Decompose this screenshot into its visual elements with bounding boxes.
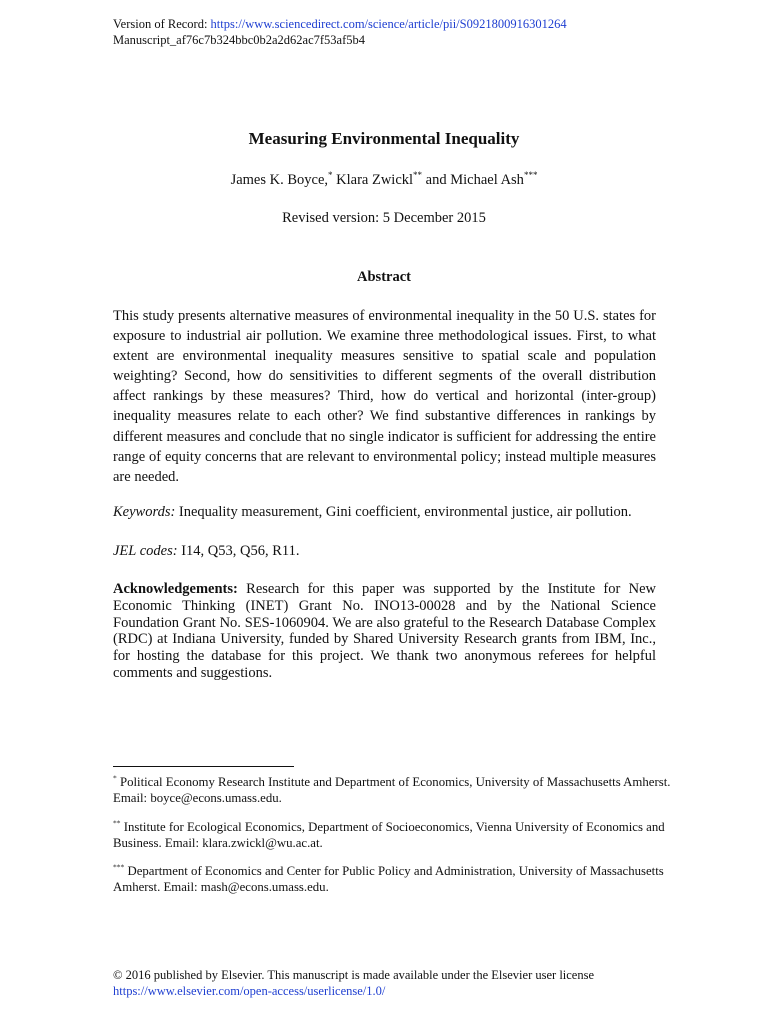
jel-codes-line — [113, 542, 673, 560]
revised-date: Revised version: 5 December 2015 — [282, 210, 486, 226]
footnote-ash — [113, 863, 673, 895]
manuscript-id: Manuscript_af76c7b324bbc0b2a2d62ac7f53af5b4 — [113, 33, 366, 47]
footnote-boyce-text: Political Economy Research Institute and Department of Economics, University of Massachusetts Amherst. Email: boyce@econs.umass.edu. — [113, 775, 671, 805]
footnote-zwickl-text: Institute for Ecological Economics, Department of Socioeconomics, Vienna University of Economics and Business. Email: klara.zwickl@wu.ac.at. — [113, 820, 665, 850]
abstract-heading: Abstract — [357, 269, 411, 285]
license-text: © 2016 published by Elsevier. This manuscript is made available under the Elsevier user license — [113, 968, 595, 982]
author-ash: and Michael Ash — [422, 172, 524, 188]
page-header — [113, 16, 713, 48]
author-boyce: James K. Boyce, — [230, 172, 329, 188]
author-boyce-footnote-mark: * — [328, 170, 333, 181]
footnote-boyce-mark: * — [113, 773, 117, 783]
abstract-text: This study presents alternative measures of environmental inequality in the 50 U.S. states for exposure to industrial air pollution. We examine three methodological issues. First, to what extent are environmental inequality measures sensitive to spatial scale and population weighting? Second, how do sensitivities to different segments of the overall distribution affect rankings by these measures? Third, how do vertical and horizontal (inter-group) inequality measures relate to each other? We find substantive differences in rankings by different measures and conclude that no single indicator is sufficient for addressing the entire range of equity concerns that are relevant to environmental policy; instead multiple measures are needed. — [113, 308, 656, 485]
keywords-line — [113, 503, 673, 521]
license-link[interactable]: https://www.elsevier.com/open-access/userlicense/1.0/ — [113, 984, 386, 998]
acknowledgements-text: Research for this paper was supported by the Institute for New Economic Thinking (INET) Grant No. INO13-00028 and by the National Science Foundation Grant No. SES-1060904. We are also grateful to the Research Database Complex (RDC) at Indiana University, funded by Shared University Research grants from IBM, Inc., for hosting the database for this project. We thank two anonymous referees for helpful comments and suggestions. — [113, 581, 656, 681]
paper-title: Measuring Environmental Inequality — [248, 129, 520, 148]
keywords-label: Keywords: — [113, 504, 176, 520]
version-of-record-line — [113, 16, 713, 32]
author-zwickl: Klara Zwickl — [332, 172, 414, 188]
footnote-divider — [113, 766, 294, 767]
author-list — [0, 171, 768, 189]
author-zwickl-footnote-mark: ** — [413, 170, 423, 181]
footnote-ash-text: Department of Economics and Center for Public Policy and Administration, University of Massachusetts Amherst. Email: mash@econs.umass.edu. — [113, 864, 664, 894]
jel-codes-label: JEL codes: — [113, 543, 178, 559]
version-of-record-link[interactable]: https://www.sciencedirect.com/science/article/pii/S0921800916301264 — [210, 17, 567, 31]
footnote-boyce — [113, 774, 673, 806]
acknowledgements-label: Acknowledgements: — [113, 581, 238, 597]
license-notice — [113, 967, 713, 999]
version-of-record-label: Version of Record: — [113, 17, 211, 31]
keywords-text: Inequality measurement, Gini coefficient, environmental justice, air pollution. — [175, 504, 632, 520]
footnote-ash-mark: *** — [113, 862, 125, 872]
jel-codes-text: I14, Q53, Q56, R11. — [177, 543, 300, 559]
author-ash-footnote-mark: *** — [523, 170, 538, 181]
acknowledgements-paragraph — [113, 581, 656, 682]
footnote-zwickl — [113, 819, 673, 851]
footnote-zwickl-mark: ** — [113, 818, 121, 828]
